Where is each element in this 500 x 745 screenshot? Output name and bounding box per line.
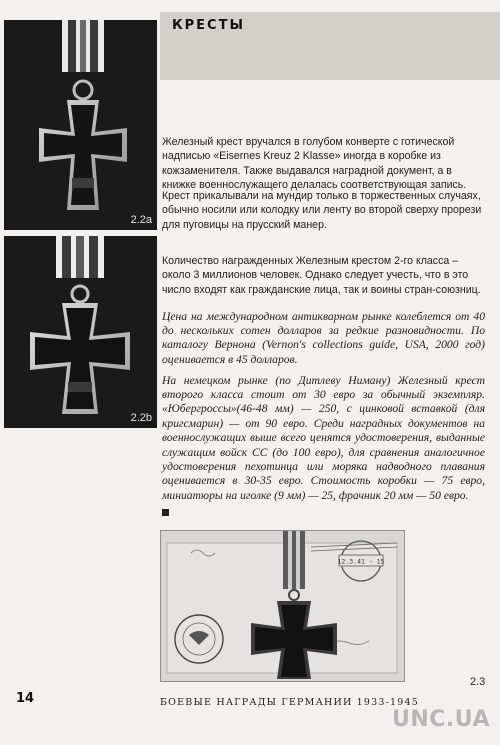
cross-on-envelope-image xyxy=(161,531,404,681)
figure-2-2b xyxy=(4,236,157,428)
iron-cross-image-b xyxy=(4,236,157,428)
paragraph-international-price: Цена на международном антикварном рынке колеблется от 40 до нескольких сотен долларов за редкие разновидности. По каталогу Вернона (Vernon's collections guide, USA, 2000 год) оценивается в 45 долларов. xyxy=(162,309,485,366)
page-number: 14 xyxy=(16,691,35,706)
watermark-text: UNC.UA xyxy=(392,707,490,732)
postmark-date: 12.3.41 - 15 xyxy=(337,557,385,566)
running-title: БОЕВЫЕ НАГРАДЫ ГЕРМАНИИ 1933-1945 xyxy=(160,697,420,708)
figure-label: 2.3 xyxy=(470,676,486,688)
paragraph-german-market: На немецком рынке (по Дитлеву Ниману) Железный крест второго класса стоит от 30 евро за обычный экземпляр. «Юбергроссы»(46-48 мм) — 250, с цинковой вставкой (для кригсмарин) — от 90 евро. Среди наградных документов на военнослужащих выше всего ценятся удостоверения, выданные служащим войск СС (до 100 евро), для сравнения аналогичное удостоверения пехотинца или моряка надводного плавания оценивается в 30-35 евро. Стоимость коробки — 75 евро, миниатюры на иголке (9 мм) — 25, фрачник 20 мм — 50 евро. xyxy=(162,373,485,502)
iron-cross-image-a xyxy=(4,20,157,230)
figure-2-2a xyxy=(4,20,157,230)
paragraph-envelope: Железный крест вручался в голубом конверте с готической надписью «Eisernes Kreuz 2 Klasse» иногда в коробке из кожзаменителя. Также выдавался наградной документ, а в книжке военнослужащего делалась соответствующая запись. xyxy=(162,135,467,192)
figure-2-3 xyxy=(160,530,405,682)
paragraph-recipients: Количество награжденных Железным крестом 2-го класса – около 3 миллионов человек. Однако следует учесть, что в это число входят как гражданские лица, так и воины стран-союзниц. xyxy=(162,254,481,296)
figure-label: 2.2b xyxy=(130,412,152,424)
paragraph-wearing: Крест прикалывали на мундир только в торжественных случаях, обычно носили или колодку или ленту во второй сверху прорези для пуговицы на прусский манер. xyxy=(162,189,482,231)
figure-label: 2.2a xyxy=(130,214,152,226)
end-of-text-square xyxy=(162,509,169,516)
section-title: КРЕСТЫ xyxy=(172,18,245,33)
